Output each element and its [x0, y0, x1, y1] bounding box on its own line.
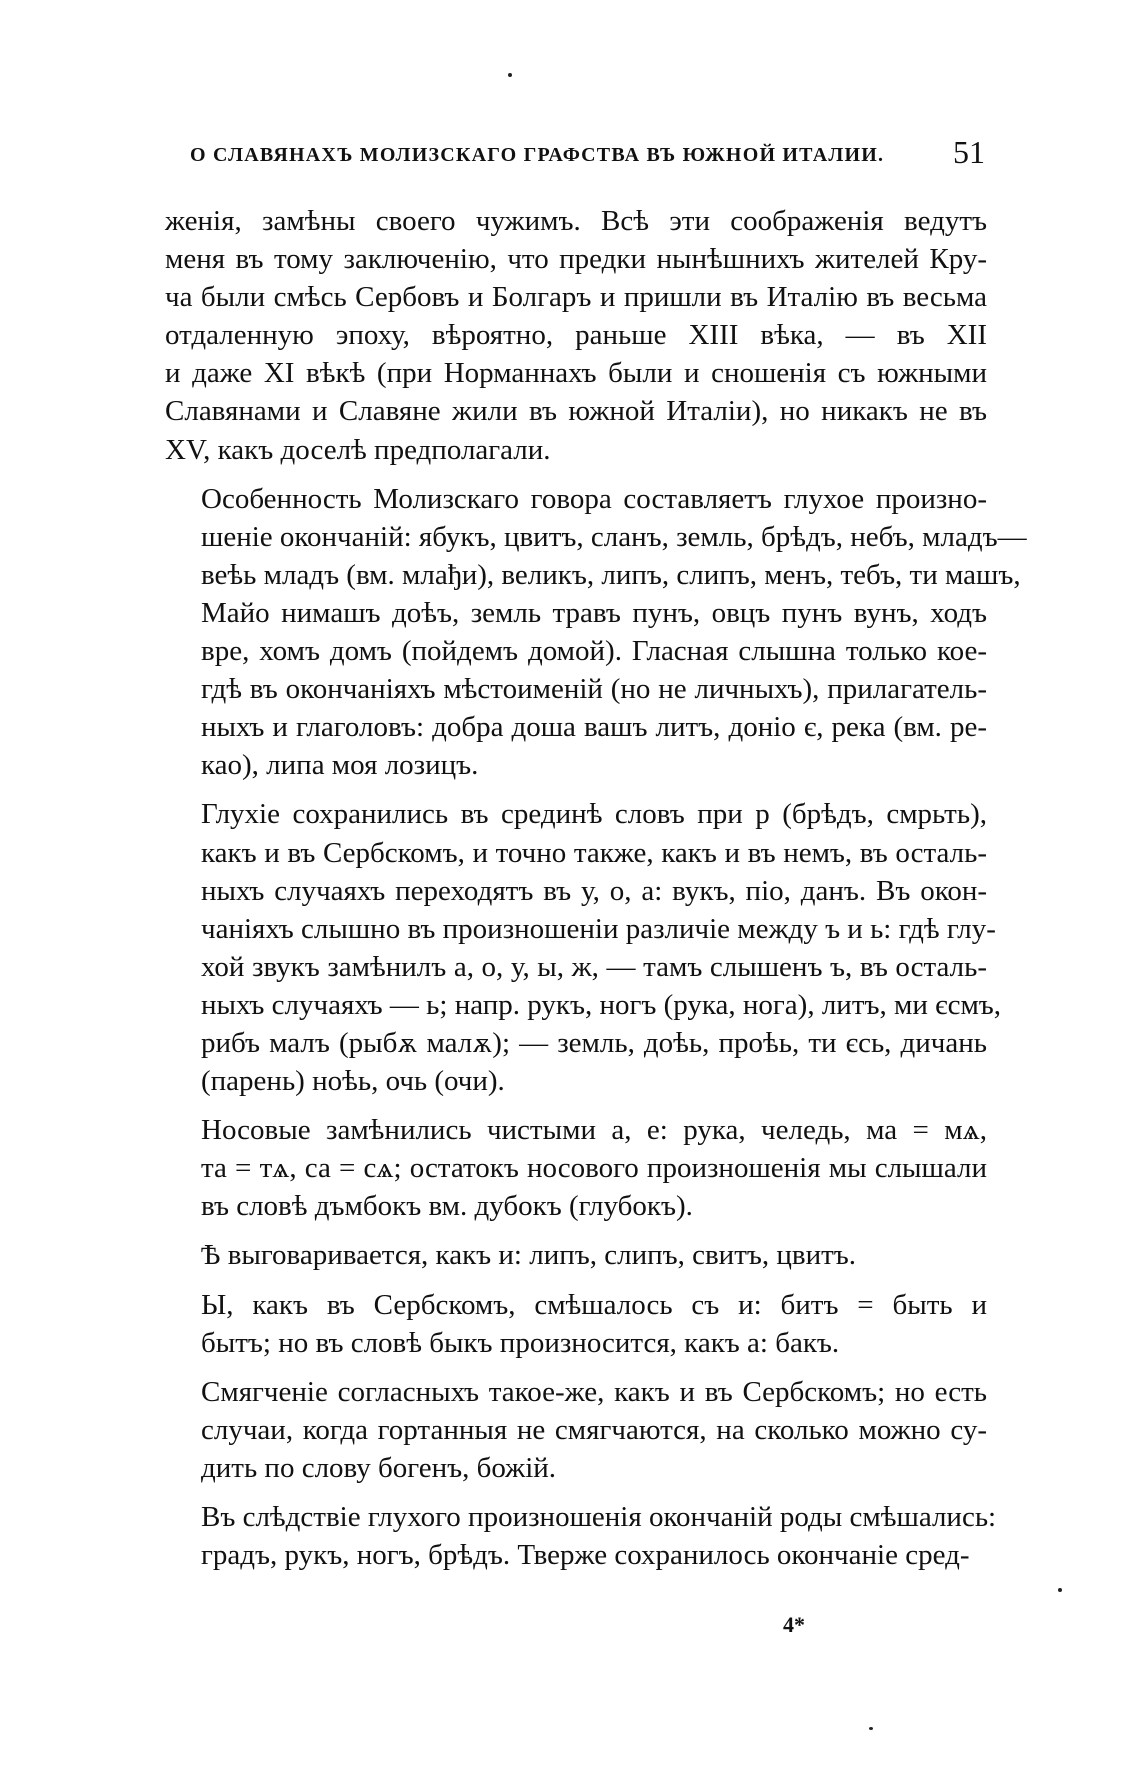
text-line: ча были смѣсь Сербовъ и Болгаръ и пришли въ Италію въ весьма — [165, 281, 987, 314]
text-line: Ы, какъ въ Сербскомъ, смѣшалось съ и: битъ = быть и — [201, 1288, 987, 1321]
text-line: отдаленную эпоху, вѣроятно, раньше XIII вѣка, — въ XII — [165, 319, 987, 352]
page-header — [190, 134, 985, 174]
text-line: Въ слѣдствіе глухого произношенія окончаній роды смѣшались: — [201, 1501, 997, 1533]
paragraph — [165, 1498, 997, 1574]
text-line: случаи, когда гортанныя не смягчаются, на сколько можно су- — [201, 1413, 987, 1446]
paragraph — [165, 1111, 987, 1225]
text-line: та = тѧ, са = сѧ; остатокъ носового произношенія мы слышали — [201, 1152, 987, 1185]
text-line: ныхъ и глаголовъ: добра доша вашъ литъ, доніо є, река (вм. ре- — [201, 711, 987, 744]
text-line: ныхъ случаяхъ переходятъ въ у, о, а: вукъ, піо, данъ. Въ окон- — [201, 874, 987, 907]
text-line: Майо нимашъ доѣъ, земль травъ пунъ, овцъ пунъ вунъ, ходъ — [201, 596, 987, 629]
text-line: дить по слову богенъ, божій. — [201, 1451, 557, 1484]
text-line: и даже XI вѣкѣ (при Норманнахъ были и сношенія съ южными — [165, 357, 987, 390]
text-line: въ словѣ дъмбокъ вм. дубокъ (глубокъ). — [201, 1190, 693, 1223]
running-title: О СЛАВЯНАХЪ МОЛИЗСКАГО ГРАФСТВА ВЪ ЮЖНОЙ ИТАЛИИ. — [190, 144, 885, 166]
body-text — [165, 202, 1027, 1585]
text-line: меня въ тому заключенію, что предки нынѣшнихъ жителей Кру- — [165, 243, 987, 276]
text-line: Славянами и Славяне жили въ южной Италіи), но никакъ не въ — [165, 395, 987, 428]
text-line: гдѣ въ окончаніяхъ мѣстоименій (но не личныхъ), прилагатель- — [201, 673, 987, 706]
paragraph — [165, 480, 1027, 785]
paragraph — [165, 1373, 987, 1487]
paragraph — [165, 795, 1002, 1100]
text-line: Смягченіе согласныхъ такое-же, какъ и въ Сербскомъ; но есть — [201, 1375, 987, 1408]
text-line: какъ и въ Сербскомъ, и точно также, какъ и въ немъ, въ осталь- — [201, 836, 987, 869]
text-line: XV, какъ доселѣ предполагали. — [165, 433, 551, 466]
text-line: рибъ малъ (рыбѫ малѫ); — земль, доѣь, проѣь, ти єсь, дичань — [201, 1026, 987, 1059]
text-line: Носовые замѣнились чистыми а, е: рука, челедь, ма = мѧ, — [201, 1114, 987, 1147]
scan-speck — [508, 73, 512, 77]
text-line: шеніе окончаній: ябукъ, цвитъ, сланъ, земль, брѣдъ, небъ, младъ— — [201, 520, 1027, 553]
text-line: Глухіе сохранились въ срединѣ словъ при р (брѣдъ, смрьть), — [201, 798, 987, 831]
text-line: чаніяхъ слышно въ произношеніи различіе между ъ и ь: гдѣ глу- — [201, 912, 996, 945]
text-line: ныхъ случаяхъ — ь; напр. рукъ, ногъ (рука, нога), литъ, ми єсмъ, — [201, 988, 1002, 1021]
text-line: Особенность Молизскаго говора составляетъ глухое произно- — [201, 482, 987, 515]
text-line: бытъ; но въ словѣ быкъ произносится, какъ а: бакъ. — [201, 1326, 840, 1359]
paragraph — [165, 1286, 987, 1362]
text-line: Ѣ выговаривается, какъ и: липъ, слипъ, свитъ, цвитъ. — [201, 1239, 857, 1272]
text-line: веѣь младъ (вм. млађи), великъ, липъ, слипъ, менъ, тебъ, ти машъ, — [201, 558, 1021, 591]
scan-speck — [1058, 1588, 1062, 1592]
text-line: (парень) ноѣь, очь (очи). — [201, 1065, 505, 1098]
text-line: женія, замѣны своего чужимъ. Всѣ эти соображенія ведутъ — [165, 205, 987, 237]
scan-speck — [869, 1727, 873, 1730]
text-line: вре, хомъ домъ (пойдемъ домой). Гласная слышна только кое- — [201, 635, 987, 668]
page-number: 51 — [953, 134, 985, 170]
text-line: градъ, рукъ, ногъ, брѣдъ. Тверже сохранилось окончаніе сред- — [201, 1539, 970, 1572]
text-line: као), липа моя лозицъ. — [201, 749, 479, 782]
paragraph — [165, 1236, 987, 1274]
text-line: хой звукъ замѣнилъ а, о, у, ы, ж, — тамъ слышенъ ъ, въ осталь- — [201, 950, 987, 983]
signature-mark: 4* — [783, 1612, 805, 1637]
paragraph — [165, 202, 987, 469]
